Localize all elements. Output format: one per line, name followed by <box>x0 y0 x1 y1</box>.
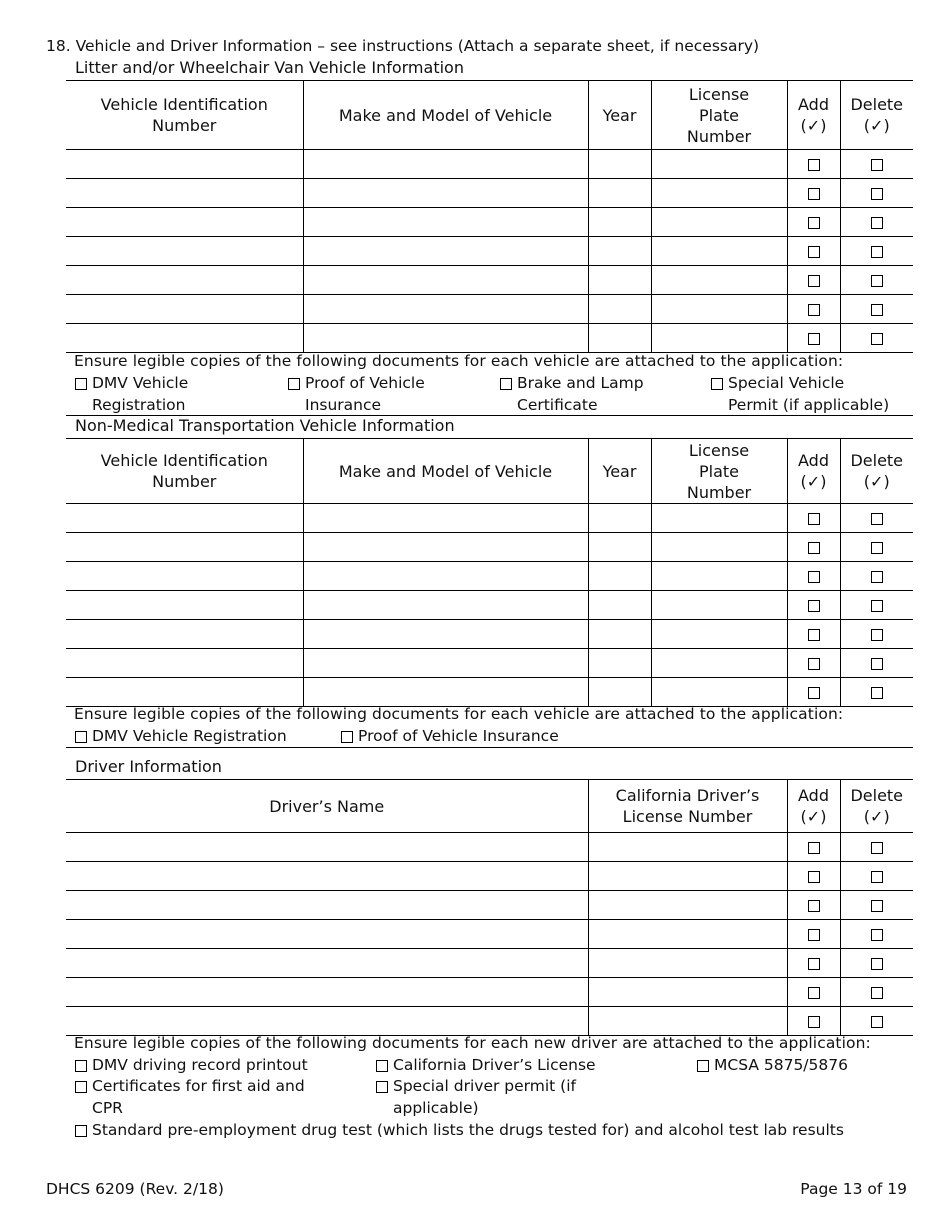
nmt-delete-cell <box>840 620 913 649</box>
add-checkbox-icon[interactable] <box>808 513 820 525</box>
delete-checkbox-icon[interactable] <box>871 246 883 258</box>
litter-cell-input[interactable] <box>303 324 588 353</box>
delete-checkbox-icon[interactable] <box>871 542 883 554</box>
driver-cell-input[interactable] <box>588 862 787 891</box>
litter-cell-input[interactable] <box>588 266 651 295</box>
col-header-add: Add (✓) <box>787 780 840 833</box>
nmt-cell-input[interactable] <box>588 620 651 649</box>
col-header-year: Year <box>588 81 651 150</box>
litter-section-title: Litter and/or Wheelchair Van Vehicle Information <box>75 58 464 77</box>
nmt-cell-input[interactable] <box>588 649 651 678</box>
checkbox-icon[interactable] <box>75 1125 87 1137</box>
driver-cell-input[interactable] <box>588 1007 787 1036</box>
add-checkbox-icon[interactable] <box>808 687 820 699</box>
litter-cell-input[interactable] <box>66 237 303 266</box>
litter-delete-cell <box>840 208 913 237</box>
nmt-cell-input[interactable] <box>303 533 588 562</box>
driver-row <box>66 833 913 862</box>
litter-add-cell <box>787 208 840 237</box>
driver-row <box>66 949 913 978</box>
litter-cell-input[interactable] <box>651 266 787 295</box>
litter-row <box>66 237 913 266</box>
driver-add-cell <box>787 920 840 949</box>
nmt-cell-input[interactable] <box>588 591 651 620</box>
add-checkbox-icon[interactable] <box>808 629 820 641</box>
add-checkbox-icon[interactable] <box>808 217 820 229</box>
litter-row <box>66 150 913 179</box>
driver-cell-input[interactable] <box>588 949 787 978</box>
nmt-add-cell <box>787 533 840 562</box>
delete-checkbox-icon[interactable] <box>871 1016 883 1028</box>
delete-checkbox-icon[interactable] <box>871 513 883 525</box>
nmt-add-cell <box>787 504 840 533</box>
driver-table-body <box>66 833 913 1036</box>
driver-cell-input[interactable] <box>66 891 588 920</box>
nmt-cell-input[interactable] <box>651 591 787 620</box>
driver-row <box>66 1007 913 1036</box>
driver-delete-cell <box>840 862 913 891</box>
checkbox-icon[interactable] <box>75 378 87 390</box>
nmt-cell-input[interactable] <box>651 620 787 649</box>
nmt-cell-input[interactable] <box>66 678 303 707</box>
nmt-row <box>66 504 913 533</box>
nmt-delete-cell <box>840 562 913 591</box>
driver-row <box>66 862 913 891</box>
nmt-cell-input[interactable] <box>303 504 588 533</box>
checkbox-icon[interactable] <box>341 731 353 743</box>
litter-cell-input[interactable] <box>588 324 651 353</box>
driver-delete-cell <box>840 978 913 1007</box>
litter-add-cell <box>787 237 840 266</box>
litter-cell-input[interactable] <box>651 208 787 237</box>
driver-cell-input[interactable] <box>66 1007 588 1036</box>
add-checkbox-icon[interactable] <box>808 929 820 941</box>
col-header-vin: Vehicle Identification Number <box>66 81 303 150</box>
nmt-cell-input[interactable] <box>66 533 303 562</box>
add-checkbox-icon[interactable] <box>808 900 820 912</box>
add-checkbox-icon[interactable] <box>808 987 820 999</box>
delete-checkbox-icon[interactable] <box>871 687 883 699</box>
nmt-delete-cell <box>840 649 913 678</box>
nmt-row <box>66 533 913 562</box>
nmt-delete-cell <box>840 591 913 620</box>
delete-checkbox-icon[interactable] <box>871 304 883 316</box>
litter-cell-input[interactable] <box>651 150 787 179</box>
nmt-cell-input[interactable] <box>651 562 787 591</box>
nmt-cell-input[interactable] <box>66 504 303 533</box>
divider <box>66 747 913 748</box>
nmt-add-cell <box>787 678 840 707</box>
nmt-add-cell <box>787 649 840 678</box>
driver-cell-input[interactable] <box>588 891 787 920</box>
checkbox-icon[interactable] <box>75 731 87 743</box>
driver-docs-note: Ensure legible copies of the following documents for each new driver are attached to the application: <box>74 1034 871 1052</box>
driver-section-title: Driver Information <box>75 757 222 776</box>
litter-cell-input[interactable] <box>651 324 787 353</box>
section-heading: 18. Vehicle and Driver Information – see instructions (Attach a separate sheet, if necessary) <box>46 37 760 55</box>
col-header-make-model: Make and Model of Vehicle <box>303 439 588 504</box>
litter-delete-cell <box>840 237 913 266</box>
checkbox-icon[interactable] <box>75 1060 87 1072</box>
delete-checkbox-icon[interactable] <box>871 159 883 171</box>
driver-cell-input[interactable] <box>588 920 787 949</box>
litter-cell-input[interactable] <box>588 237 651 266</box>
nmt-cell-input[interactable] <box>66 591 303 620</box>
add-checkbox-icon[interactable] <box>808 571 820 583</box>
litter-delete-cell <box>840 295 913 324</box>
driver-row <box>66 978 913 1007</box>
add-checkbox-icon[interactable] <box>808 958 820 970</box>
litter-delete-cell <box>840 179 913 208</box>
col-header-year: Year <box>588 439 651 504</box>
nmt-cell-input[interactable] <box>66 649 303 678</box>
col-header-delete: Delete (✓) <box>840 780 913 833</box>
litter-add-cell <box>787 150 840 179</box>
litter-row <box>66 208 913 237</box>
driver-cell-input[interactable] <box>66 920 588 949</box>
litter-cell-input[interactable] <box>66 266 303 295</box>
nmt-cell-input[interactable] <box>588 504 651 533</box>
driver-add-cell <box>787 949 840 978</box>
litter-vehicle-table <box>66 80 913 353</box>
litter-cell-input[interactable] <box>651 237 787 266</box>
litter-add-cell <box>787 266 840 295</box>
nmt-cell-input[interactable] <box>303 620 588 649</box>
checkbox-icon[interactable] <box>288 378 300 390</box>
nmt-row <box>66 649 913 678</box>
col-header-delete: Delete (✓) <box>840 81 913 150</box>
nmt-delete-cell <box>840 504 913 533</box>
nmt-cell-input[interactable] <box>588 562 651 591</box>
add-checkbox-icon[interactable] <box>808 159 820 171</box>
checkbox-icon[interactable] <box>75 1081 87 1093</box>
nmt-row <box>66 591 913 620</box>
litter-add-cell <box>787 324 840 353</box>
add-checkbox-icon[interactable] <box>808 333 820 345</box>
driver-cell-input[interactable] <box>588 978 787 1007</box>
litter-cell-input[interactable] <box>588 295 651 324</box>
driver-cell-input[interactable] <box>66 949 588 978</box>
checkbox-icon[interactable] <box>500 378 512 390</box>
col-header-add: Add (✓) <box>787 81 840 150</box>
nmt-docs-note: Ensure legible copies of the following documents for each vehicle are attached to the application: <box>74 705 844 723</box>
litter-cell-input[interactable] <box>588 179 651 208</box>
nmt-cell-input[interactable] <box>303 562 588 591</box>
nmt-add-cell <box>787 591 840 620</box>
driver-add-cell <box>787 1007 840 1036</box>
add-checkbox-icon[interactable] <box>808 304 820 316</box>
nmt-delete-cell <box>840 678 913 707</box>
add-checkbox-icon[interactable] <box>808 542 820 554</box>
driver-add-cell <box>787 862 840 891</box>
nmt-row <box>66 678 913 707</box>
delete-checkbox-icon[interactable] <box>871 987 883 999</box>
driver-add-cell <box>787 891 840 920</box>
litter-cell-input[interactable] <box>66 150 303 179</box>
add-checkbox-icon[interactable] <box>808 600 820 612</box>
litter-delete-cell <box>840 266 913 295</box>
litter-cell-input[interactable] <box>303 150 588 179</box>
delete-checkbox-icon[interactable] <box>871 188 883 200</box>
driver-cell-input[interactable] <box>66 833 588 862</box>
col-header-make-model: Make and Model of Vehicle <box>303 81 588 150</box>
litter-cell-input[interactable] <box>303 295 588 324</box>
nmt-row <box>66 562 913 591</box>
driver-delete-cell <box>840 920 913 949</box>
nmt-cell-input[interactable] <box>651 533 787 562</box>
litter-cell-input[interactable] <box>303 266 588 295</box>
add-checkbox-icon[interactable] <box>808 275 820 287</box>
checkbox-icon[interactable] <box>376 1081 388 1093</box>
nmt-cell-input[interactable] <box>651 504 787 533</box>
delete-checkbox-icon[interactable] <box>871 333 883 345</box>
driver-delete-cell <box>840 1007 913 1036</box>
add-checkbox-icon[interactable] <box>808 871 820 883</box>
driver-add-cell <box>787 833 840 862</box>
nmt-cell-input[interactable] <box>66 620 303 649</box>
add-checkbox-icon[interactable] <box>808 842 820 854</box>
col-header-delete: Delete (✓) <box>840 439 913 504</box>
nmt-row <box>66 620 913 649</box>
nmt-cell-input[interactable] <box>588 533 651 562</box>
nmt-cell-input[interactable] <box>651 649 787 678</box>
driver-cell-input[interactable] <box>66 978 588 1007</box>
delete-checkbox-icon[interactable] <box>871 871 883 883</box>
nmt-section-title: Non-Medical Transportation Vehicle Information <box>75 416 455 435</box>
add-checkbox-icon[interactable] <box>808 246 820 258</box>
driver-cell-input[interactable] <box>66 862 588 891</box>
delete-checkbox-icon[interactable] <box>871 217 883 229</box>
litter-row <box>66 266 913 295</box>
litter-table-body <box>66 150 913 353</box>
nmt-add-cell <box>787 562 840 591</box>
col-header-license-number: California Driver’s License Number <box>588 780 787 833</box>
litter-cell-input[interactable] <box>66 179 303 208</box>
litter-cell-input[interactable] <box>303 237 588 266</box>
delete-checkbox-icon[interactable] <box>871 571 883 583</box>
add-checkbox-icon[interactable] <box>808 658 820 670</box>
litter-delete-cell <box>840 324 913 353</box>
nmt-cell-input[interactable] <box>303 678 588 707</box>
nmt-delete-cell <box>840 533 913 562</box>
checkbox-icon[interactable] <box>697 1060 709 1072</box>
driver-delete-cell <box>840 891 913 920</box>
col-header-plate: License Plate Number <box>651 81 787 150</box>
delete-checkbox-icon[interactable] <box>871 900 883 912</box>
litter-add-cell <box>787 179 840 208</box>
litter-cell-input[interactable] <box>588 208 651 237</box>
add-checkbox-icon[interactable] <box>808 1016 820 1028</box>
nmt-vehicle-table <box>66 438 913 707</box>
driver-row <box>66 920 913 949</box>
litter-cell-input[interactable] <box>66 208 303 237</box>
col-header-driver-name: Driver’s Name <box>66 780 588 833</box>
delete-checkbox-icon[interactable] <box>871 629 883 641</box>
litter-cell-input[interactable] <box>588 150 651 179</box>
litter-cell-input[interactable] <box>651 295 787 324</box>
litter-delete-cell <box>840 150 913 179</box>
add-checkbox-icon[interactable] <box>808 188 820 200</box>
litter-row <box>66 324 913 353</box>
litter-cell-input[interactable] <box>651 179 787 208</box>
col-header-vin: Vehicle Identification Number <box>66 439 303 504</box>
litter-row <box>66 179 913 208</box>
form-id: DHCS 6209 (Rev. 2/18) <box>46 1180 224 1198</box>
delete-checkbox-icon[interactable] <box>871 600 883 612</box>
delete-checkbox-icon[interactable] <box>871 958 883 970</box>
delete-checkbox-icon[interactable] <box>871 929 883 941</box>
nmt-cell-input[interactable] <box>303 591 588 620</box>
litter-cell-input[interactable] <box>303 208 588 237</box>
nmt-cell-input[interactable] <box>651 678 787 707</box>
driver-cell-input[interactable] <box>588 833 787 862</box>
litter-cell-input[interactable] <box>303 179 588 208</box>
driver-delete-cell <box>840 833 913 862</box>
nmt-cell-input[interactable] <box>588 678 651 707</box>
driver-table <box>66 779 913 1036</box>
col-header-add: Add (✓) <box>787 439 840 504</box>
driver-add-cell <box>787 978 840 1007</box>
delete-checkbox-icon[interactable] <box>871 842 883 854</box>
nmt-add-cell <box>787 620 840 649</box>
nmt-cell-input[interactable] <box>303 649 588 678</box>
delete-checkbox-icon[interactable] <box>871 658 883 670</box>
litter-row <box>66 295 913 324</box>
page-number: Page 13 of 19 <box>800 1180 907 1198</box>
litter-docs-note: Ensure legible copies of the following documents for each vehicle are attached to the application: <box>74 352 844 370</box>
litter-cell-input[interactable] <box>66 324 303 353</box>
checkbox-icon[interactable] <box>711 378 723 390</box>
driver-row <box>66 891 913 920</box>
checkbox-icon[interactable] <box>376 1060 388 1072</box>
col-header-plate: License Plate Number <box>651 439 787 504</box>
litter-cell-input[interactable] <box>66 295 303 324</box>
litter-add-cell <box>787 295 840 324</box>
delete-checkbox-icon[interactable] <box>871 275 883 287</box>
nmt-table-body <box>66 504 913 707</box>
driver-delete-cell <box>840 949 913 978</box>
nmt-cell-input[interactable] <box>66 562 303 591</box>
